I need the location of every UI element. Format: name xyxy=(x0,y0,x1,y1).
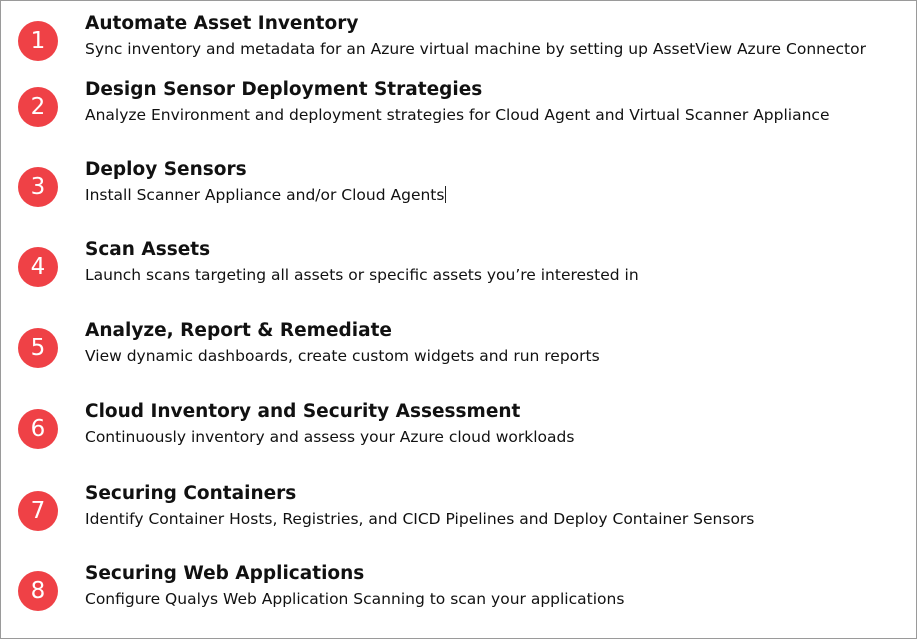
step-item-7 xyxy=(1,483,916,551)
step-number-badge: 3 xyxy=(18,167,58,207)
step-number-badge: 8 xyxy=(18,571,58,611)
step-description: View dynamic dashboards, create custom widgets and run reports xyxy=(85,347,600,365)
step-title: Design Sensor Deployment Strategies xyxy=(85,79,483,100)
step-number-badge: 1 xyxy=(18,21,58,61)
step-title: Scan Assets xyxy=(85,239,211,260)
step-item-3 xyxy=(1,159,916,227)
step-title: Securing Web Applications xyxy=(85,563,365,584)
step-description-container[interactable] xyxy=(85,185,446,205)
step-title: Analyze, Report & Remediate xyxy=(85,320,392,341)
step-title: Cloud Inventory and Security Assessment xyxy=(85,401,521,422)
step-item-1 xyxy=(1,13,916,81)
step-description: Identify Container Hosts, Registries, and CICD Pipelines and Deploy Container Sensors xyxy=(85,510,755,528)
step-description: Analyze Environment and deployment strategies for Cloud Agent and Virtual Scanner Appliance xyxy=(85,106,830,124)
step-description: Continuously inventory and assess your Azure cloud workloads xyxy=(85,428,575,446)
step-title: Automate Asset Inventory xyxy=(85,13,359,34)
step-item-6 xyxy=(1,401,916,469)
step-description: Configure Qualys Web Application Scanning to scan your applications xyxy=(85,590,625,608)
step-title: Securing Containers xyxy=(85,483,297,504)
step-description: Sync inventory and metadata for an Azure virtual machine by setting up AssetView Azure Connector xyxy=(85,40,866,58)
step-description: Launch scans targeting all assets or specific assets you’re interested in xyxy=(85,266,639,284)
step-description: Install Scanner Appliance and/or Cloud Agents xyxy=(85,186,445,204)
step-item-5 xyxy=(1,320,916,388)
step-number-badge: 6 xyxy=(18,409,58,449)
step-number-badge: 4 xyxy=(18,247,58,287)
step-title: Deploy Sensors xyxy=(85,159,247,180)
step-number-badge: 7 xyxy=(18,491,58,531)
step-number-badge: 5 xyxy=(18,328,58,368)
text-cursor xyxy=(445,186,446,203)
step-item-4 xyxy=(1,239,916,307)
step-item-8 xyxy=(1,563,916,631)
step-item-2 xyxy=(1,79,916,147)
step-number-badge: 2 xyxy=(18,87,58,127)
